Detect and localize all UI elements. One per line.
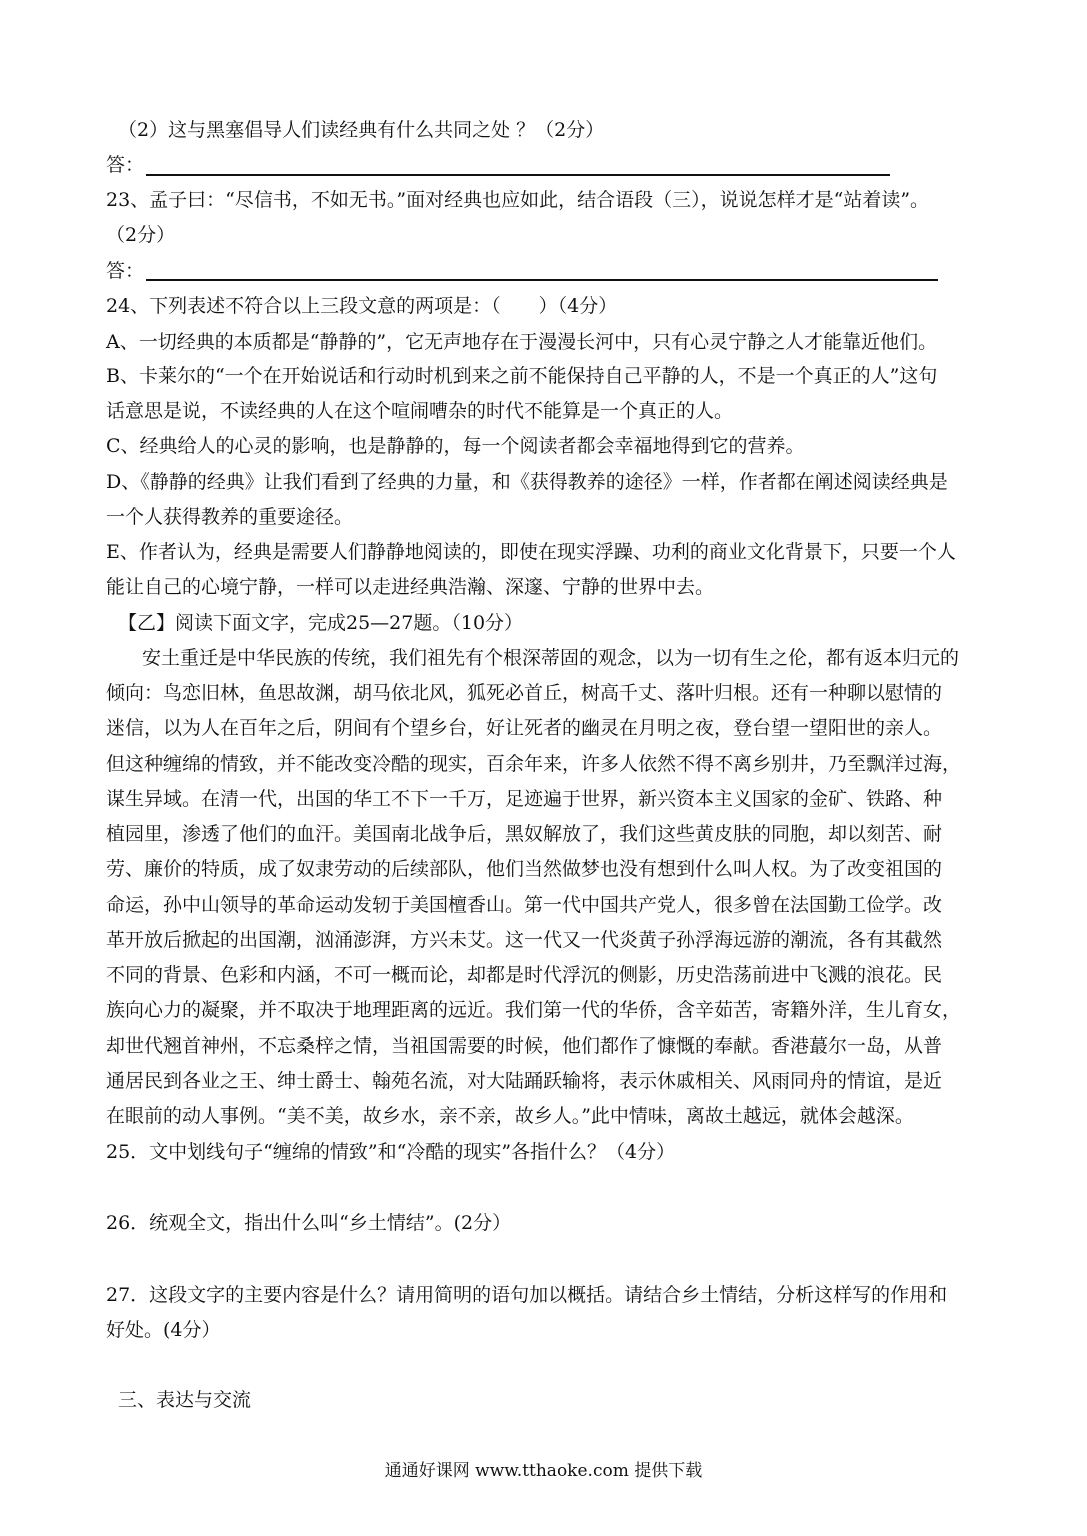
page-footer: 通通好课网 www.tthaoke.com 提供下载	[384, 1461, 703, 1481]
option-d-line-2: 一个人获得教养的重要途径。	[106, 506, 354, 528]
passage-line: 但这种缠绵的情致，并不能改变冷酷的现实，百余年来，许多人依然不得不离乡别井，乃至飘洋过海，	[106, 753, 962, 775]
question-25: 25．文中划线句子“缠绵的情致”和“冷酷的现实”各指什么？（4分）	[106, 1141, 676, 1163]
question-23-line-2: （2分）	[106, 224, 176, 246]
option-e-line-1: E、作者认为，经典是需要人们静静地阅读的，即使在现实浮躁、功利的商业文化背景下，只要一个人	[106, 541, 956, 563]
option-a: A、一切经典的本质都是“静静的”，它无声地存在于漫漫长河中，只有心灵宁静之人才能靠近他们。	[106, 331, 938, 353]
passage-line: 命运，孙中山领导的革命运动发轫于美国檀香山。第一代中国共产党人，很多曾在法国勤工俭学。改	[106, 894, 943, 916]
answer-line[interactable]	[146, 279, 938, 281]
passage-line: 族向心力的凝聚，并不取决于地理距离的远近。我们第一代的华侨，含辛茹苦，寄籍外洋，生儿育女，	[106, 999, 962, 1021]
passage-line: 革开放后掀起的出国潮，汹涌澎湃，方兴未艾。这一代又一代炎黄子孙浮海远游的潮流，各有其截然	[106, 929, 943, 951]
option-b-line-1: B、卡莱尔的“一个在开始说话和行动时机到来之前不能保持自己平静的人，不是一个真正的人”这句	[106, 365, 938, 387]
question-23-line-1: 23、孟子曰：“尽信书，不如无书。”面对经典也应如此，结合语段（三），说说怎样才是“站着读”。	[106, 189, 930, 211]
answer-line[interactable]	[146, 174, 890, 176]
answer-label: 答：	[106, 260, 145, 282]
passage-line: 劳、廉价的特质，成了奴隶劳动的后续部队，他们当然做梦也没有想到什么叫人权。为了改变祖国的	[106, 858, 943, 880]
passage-line: 却世代翘首神州，不忘桑梓之情，当祖国需要的时候，他们都作了慷慨的奉献。香港蕞尔一岛，从普	[106, 1035, 943, 1057]
passage-line: 通居民到各业之王、绅士爵士、翰苑名流，对大陆踊跃输将，表示休戚相关、风雨同舟的情谊，是近	[106, 1070, 943, 1092]
option-e-line-2: 能让自己的心境宁静，一样可以走进经典浩瀚、深邃、宁静的世界中去。	[106, 576, 715, 598]
section-yi-heading: 【乙】阅读下面文字，完成25—27题。（10分）	[118, 612, 524, 634]
option-b-line-2: 话意思是说，不读经典的人在这个喧闹嘈杂的时代不能算是一个真正的人。	[106, 400, 734, 422]
passage-line: 迷信，以为人在百年之后，阴间有个望乡台，好让死者的幽灵在月明之夜，登台望一望阳世的亲人。	[106, 717, 943, 739]
option-c: C、经典给人的心灵的影响，也是静静的，每一个阅读者都会幸福地得到它的营养。	[106, 435, 805, 457]
answer-label: 答：	[106, 154, 145, 176]
passage-line: 谋生异域。在清一代，出国的华工不下一千万，足迹遍于世界，新兴资本主义国家的金矿、铁路、种	[106, 788, 943, 810]
question-24-stem: 24、下列表述不符合以上三段文意的两项是：（ ）（4分）	[106, 295, 618, 317]
option-d-line-1: D、《静静的经典》让我们看到了经典的力量，和《获得教养的途径》一样，作者都在阐述阅读经典是	[106, 471, 948, 493]
passage-line: 植园里，渗透了他们的血汗。美国南北战争后，黑奴解放了，我们这些黄皮肤的同胞，却以刻苦、耐	[106, 823, 943, 845]
question-22-part-2: （2）这与黑塞倡导人们读经典有什么共同之处 ？（2分）	[118, 119, 605, 141]
passage-line: 倾向：鸟恋旧林，鱼思故渊，胡马依北风，狐死必首丘，树高千丈、落叶归根。还有一种聊以慰情的	[106, 682, 943, 704]
question-27-line-2: 好处。(4分）	[106, 1319, 221, 1341]
passage-line: 安土重迁是中华民族的传统，我们祖先有个根深蒂固的观念，以为一切有生之伦，都有返本归元的	[142, 647, 960, 669]
question-26: 26．统观全文，指出什么叫“乡土情结”。(2分）	[106, 1212, 512, 1234]
question-27-line-1: 27．这段文字的主要内容是什么？请用简明的语句加以概括。请结合乡土情结，分析这样写的作用和	[106, 1284, 948, 1306]
passage-line: 不同的背景、色彩和内涵，不可一概而论，却都是时代浮沉的侧影，历史浩荡前进中飞溅的浪花。民	[106, 964, 943, 986]
section-three-heading: 三、表达与交流	[118, 1389, 252, 1411]
passage-line: 在眼前的动人事例。“美不美，故乡水，亲不亲，故乡人。”此中情味，离故土越远，就体会越深。	[106, 1105, 914, 1127]
